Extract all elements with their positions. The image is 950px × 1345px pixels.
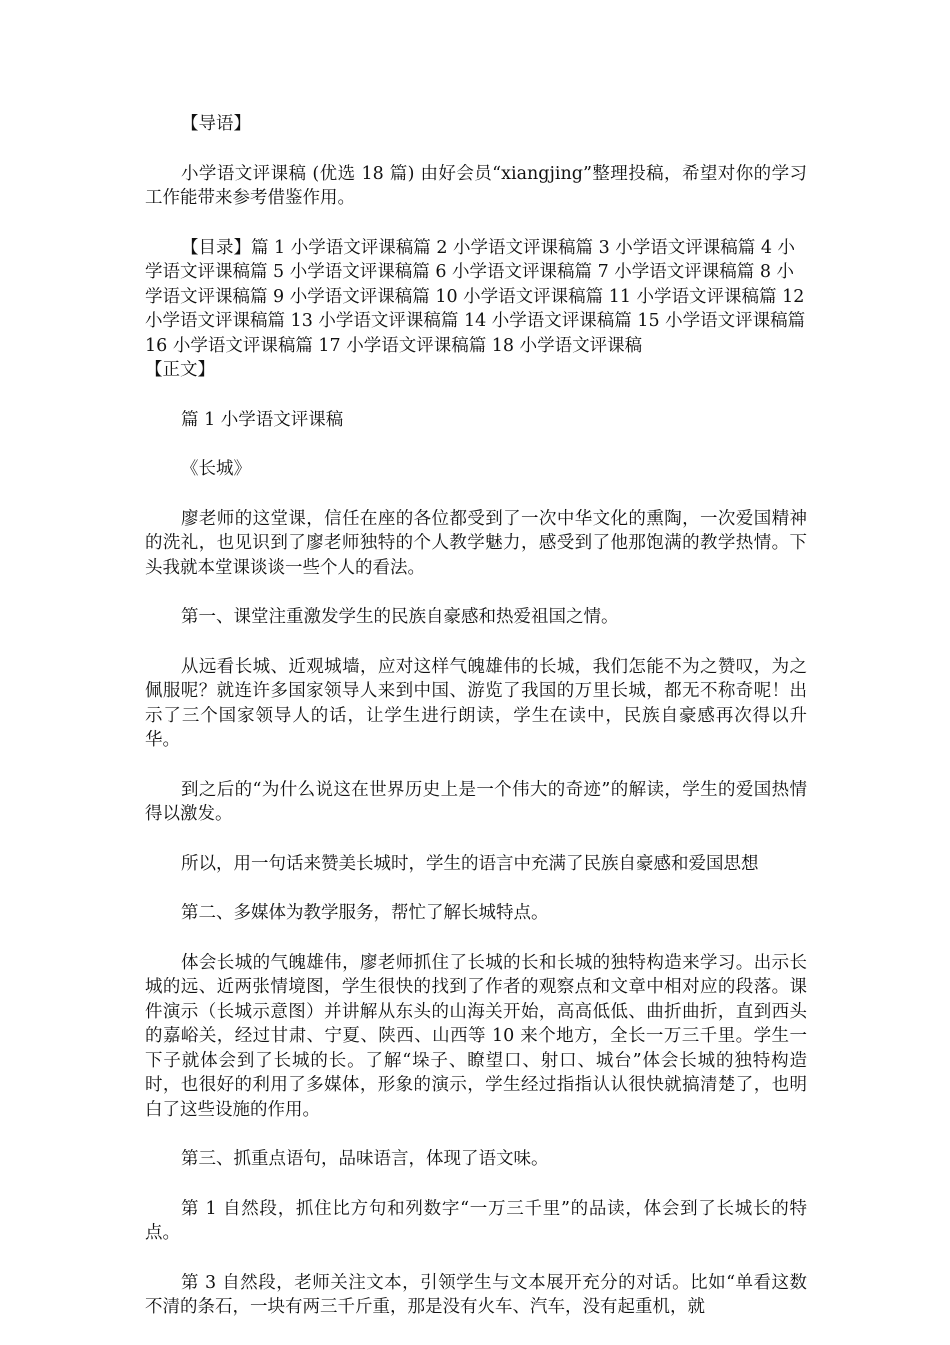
body-paragraph: 廖老师的这堂课，信任在座的各位都受到了一次中华文化的熏陶，一次爱国精神的洗礼，也见识到了廖老师独特的个人教学魅力，感受到了他那饱满的教学热情。下头我就本堂课谈谈一些个人的看法。 bbox=[145, 508, 807, 578]
intro-heading: 【导语】 bbox=[181, 114, 251, 134]
body-paragraph: 第 1 自然段，抓住比方句和列数字“一万三千里”的品读，体会到了长城长的特点。 bbox=[145, 1198, 807, 1243]
body-paragraph: 所以，用一句话来赞美长城时，学生的语言中充满了民族自豪感和爱国思想 bbox=[181, 853, 759, 874]
body-paragraph: 第三、抓重点语句，品味语言，体现了语文味。 bbox=[181, 1149, 549, 1169]
body-paragraph: 第二、多媒体为教学服务，帮忙了解长城特点。 bbox=[181, 903, 549, 923]
body-paragraph: 到之后的“为什么说这在世界历史上是一个伟大的奇迹”的解读，学生的爱国热情得以激发。 bbox=[145, 779, 807, 824]
book-title: 《长城》 bbox=[181, 459, 251, 479]
table-of-contents: 【目录】篇 1 小学语文评课稿篇 2 小学语文评课稿篇 3 小学语文评课稿篇 4 小学语文评课稿篇 5 小学语文评课稿篇 6 小学语文评课稿篇 7 小学语文评课稿篇 8 小学语文评课稿篇 9 小学语文评课稿篇 10 小学语文评课稿篇 11 小学语文评课稿篇 12 小学语文评课稿篇 13 小学语文评课稿篇 14 小学语文评课稿篇 15 小学语文评课稿篇 16 小学语文评课稿篇 17 小学语文评课稿篇 18 小学语文评课稿 bbox=[145, 237, 806, 356]
section-title: 篇 1 小学语文评课稿 bbox=[181, 409, 344, 430]
document-page bbox=[145, 112, 807, 1345]
body-paragraph: 第一、课堂注重激发学生的民族自豪感和热爱祖国之情。 bbox=[181, 607, 619, 627]
body-paragraph: 第 3 自然段，老师关注文本，引领学生与文本展开充分的对话。比如“单看这数不清的条石，一块有两三千斤重，那是没有火车、汽车，没有起重机，就 bbox=[145, 1272, 807, 1317]
intro-paragraph: 小学语文评课稿 (优选 18 篇) 由好会员“xiangjing”整理投稿，希望对你的学习工作能带来参考借鉴作用。 bbox=[145, 163, 807, 208]
body-paragraph: 体会长城的气魄雄伟，廖老师抓住了长城的长和长城的独特构造来学习。出示长城的远、近两张情境图，学生很快的找到了作者的观察点和文章中相对应的段落。课件演示（长城示意图）并讲解从东头的山海关开始，高高低低、曲折曲折，直到西头的嘉峪关，经过甘肃、宁夏、陕西、山西等 10 来个地方，全长一万三千里。学生一下子就体会到了长城的长。了解“垛子、瞭望口、射口、城台”体会长城的独特构造时，也很好的利用了多媒体，形象的演示，学生经过指指认认很快就搞清楚了，也明白了这些设施的作用。 bbox=[145, 952, 807, 1120]
main-text-marker: 【正文】 bbox=[145, 360, 215, 380]
body-paragraph: 从远看长城、近观城墙，应对这样气魄雄伟的长城，我们怎能不为之赞叹，为之佩服呢？就连许多国家领导人来到中国、游览了我国的万里长城，都无不称奇呢！出示了三个国家领导人的话，让学生进行朗读，学生在读中，民族自豪感再次得以升华。 bbox=[145, 656, 807, 750]
